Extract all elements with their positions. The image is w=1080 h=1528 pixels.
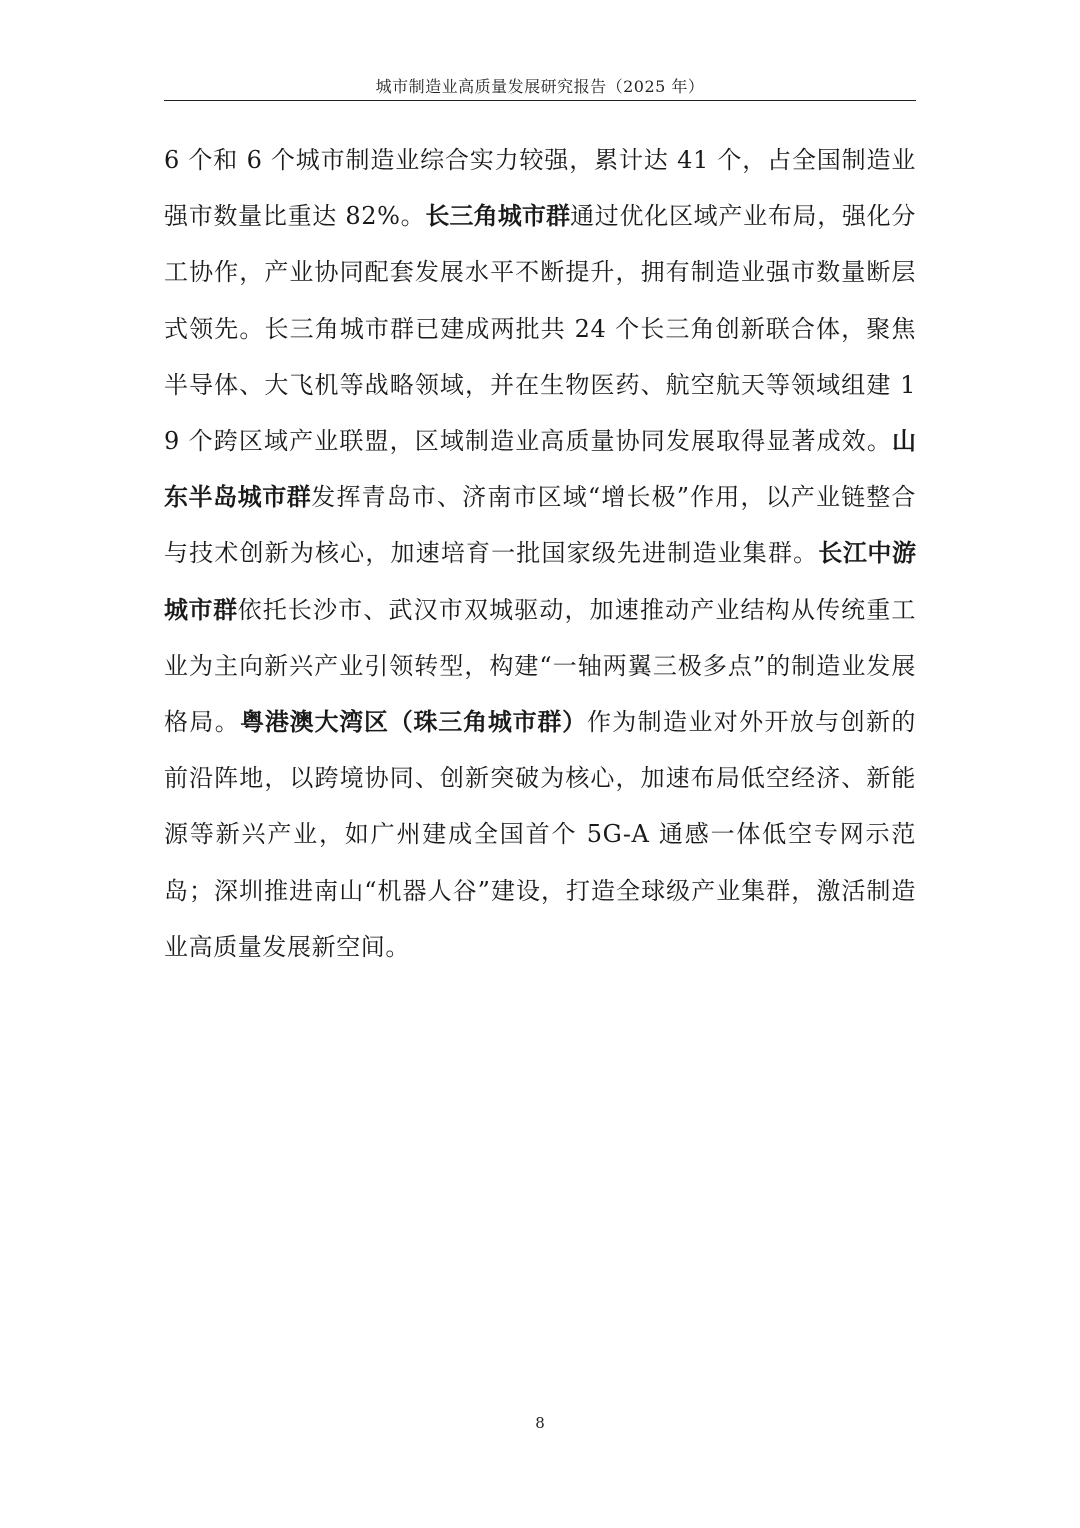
bold-term-yangtze-delta: 长三角城市群 (425, 202, 571, 231)
header-rule (164, 100, 916, 101)
text-segment: 发挥青岛市、济南市区域“增长极”作用，以产业链整合与技术创新为核心，加速培育一批国家级先进制造业集群。 (164, 483, 916, 568)
bold-term-shandong-peninsula: 山东半岛城市群 (164, 427, 916, 512)
text-segment: 依托长沙市、武汉市双城驱动，加速推动产业结构从传统重工业为主向新兴产业引领转型，构建“一轴两翼三极多点”的制造业发展格局。 (164, 595, 917, 737)
bold-term-greater-bay-area: 粤港澳大湾区（珠三角城市群） (240, 708, 587, 737)
body-paragraph (164, 132, 916, 975)
page-number: 8 (535, 1414, 545, 1432)
text-segment: 通过优化区域产业布局，强化分工协作，产业协同配套发展水平不断提升，拥有制造业强市数量断层式领先。长三角城市群已建成两批共 24 个长三角创新联合体，聚焦半导体、大飞机等战略领域，并在生物医药、航空航天等领域组建 19 个跨区域产业联盟，区域制造业高质量协同发展取得显著成效。 (164, 202, 917, 456)
running-header: 城市制造业高质量发展研究报告（2025 年） (375, 77, 705, 96)
bold-term-middle-yangtze: 长江中游城市群 (164, 539, 916, 624)
text-segment: 作为制造业对外开放与创新的前沿阵地，以跨境协同、创新突破为核心，加速布局低空经济、新能源等新兴产业，如广州建成全国首个 5G-A 通感一体低空专网示范岛；深圳推进南山“机器人谷”建设，打造全球级产业集群，激活制造业高质量发展新空间。 (164, 708, 916, 961)
text-segment: 6 个和 6 个城市制造业综合实力较强，累计达 41 个，占全国制造业强市数量比重达 82%。 (164, 146, 916, 231)
